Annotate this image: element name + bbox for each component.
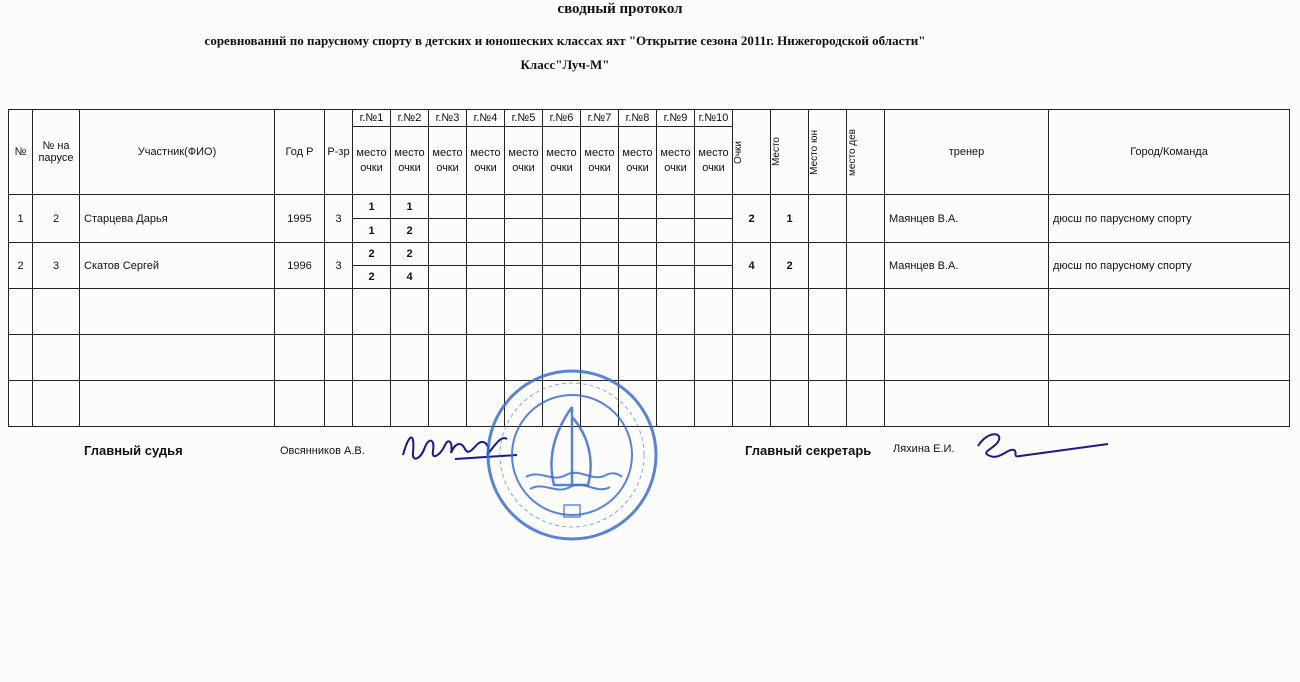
row-year: 1995	[275, 195, 325, 243]
race-cell	[467, 195, 505, 219]
race-cell	[695, 195, 733, 219]
header-race-5: г.№5	[505, 110, 543, 127]
race-cell	[543, 243, 581, 266]
race-cell	[505, 219, 543, 243]
row-place-jun	[809, 243, 847, 289]
race-6-label: место очки	[543, 127, 581, 195]
race-4-label: место очки	[467, 127, 505, 195]
row-points: 2	[733, 195, 771, 243]
row-place-girls	[847, 195, 885, 243]
row-num: 1	[9, 195, 33, 243]
row-place: 1	[771, 195, 809, 243]
race-cell	[619, 195, 657, 219]
race-cell	[619, 219, 657, 243]
race-cell	[581, 243, 619, 266]
row-city: дюсш по парусному спорту	[1049, 243, 1290, 289]
race-cell	[429, 243, 467, 266]
race-cell	[581, 219, 619, 243]
chief-secretary-name: Ляхина Е.И.	[893, 443, 955, 455]
race-2-points: 2	[391, 219, 429, 243]
race-2-points: 4	[391, 266, 429, 289]
header-city: Город/Команда	[1049, 110, 1290, 195]
race-1-label: место очки	[353, 127, 391, 195]
race-cell	[695, 243, 733, 266]
header-year: Год Р	[275, 110, 325, 195]
race-2-label: место очки	[391, 127, 429, 195]
race-cell	[467, 266, 505, 289]
row-points: 4	[733, 243, 771, 289]
row-coach: Маянцев В.А.	[885, 195, 1049, 243]
secretary-signature	[968, 428, 1118, 468]
official-stamp	[482, 365, 662, 545]
table-row	[9, 243, 1290, 266]
class-line: Класс"Луч-М"	[520, 57, 610, 72]
header-race-1: г.№1	[353, 110, 391, 127]
header-rank: Р-зр	[325, 110, 353, 195]
race-7-label: место очки	[581, 127, 619, 195]
race-cell	[619, 243, 657, 266]
row-rank: 3	[325, 195, 353, 243]
race-8-label: место очки	[619, 127, 657, 195]
header-race-9: г.№9	[657, 110, 695, 127]
chief-judge-label: Главный судья	[84, 443, 183, 458]
race-1-place: 2	[353, 243, 391, 266]
race-cell	[543, 195, 581, 219]
protocol-title: сводный протокол	[557, 1, 683, 17]
race-cell	[695, 266, 733, 289]
header-sail: № на парусе	[33, 110, 80, 195]
header-race-numbers-row	[9, 110, 1290, 127]
race-cell	[467, 219, 505, 243]
header-race-8: г.№8	[619, 110, 657, 127]
race-1-points: 1	[353, 219, 391, 243]
header-race-7: г.№7	[581, 110, 619, 127]
header-place: Место	[771, 110, 809, 195]
row-place-jun	[809, 195, 847, 243]
header-coach: тренер	[885, 110, 1049, 195]
protocol-subtitle: соревнований по парусному спорту в детских и юношеских классах яхт "Открытие сезона 2011г. Нижегородской области"	[204, 33, 926, 48]
race-cell	[657, 195, 695, 219]
chief-secretary-label: Главный секретарь	[745, 443, 872, 458]
race-10-label: место очки	[695, 127, 733, 195]
row-name: Скатов Сергей	[80, 243, 275, 289]
race-cell	[581, 195, 619, 219]
header-place-girls: место дев	[847, 110, 885, 195]
header-race-4: г.№4	[467, 110, 505, 127]
race-cell	[429, 219, 467, 243]
row-coach: Маянцев В.А.	[885, 243, 1049, 289]
race-2-place: 2	[391, 243, 429, 266]
race-cell	[657, 266, 695, 289]
row-name: Старцева Дарья	[80, 195, 275, 243]
row-sail: 2	[33, 195, 80, 243]
race-cell	[657, 219, 695, 243]
race-cell	[695, 219, 733, 243]
race-cell	[429, 266, 467, 289]
race-cell	[657, 243, 695, 266]
header-num: №	[9, 110, 33, 195]
header-race-2: г.№2	[391, 110, 429, 127]
race-cell	[543, 219, 581, 243]
race-cell	[505, 243, 543, 266]
race-cell	[543, 266, 581, 289]
row-city: дюсш по парусному спорту	[1049, 195, 1290, 243]
header-place-jun: Место юн	[809, 110, 847, 195]
header-race-10: г.№10	[695, 110, 733, 127]
race-cell	[581, 266, 619, 289]
row-place-girls	[847, 243, 885, 289]
race-cell	[505, 195, 543, 219]
race-5-label: место очки	[505, 127, 543, 195]
race-3-label: место очки	[429, 127, 467, 195]
empty-row	[9, 289, 1290, 335]
race-9-label: место очки	[657, 127, 695, 195]
row-sail: 3	[33, 243, 80, 289]
row-num: 2	[9, 243, 33, 289]
header-race-3: г.№3	[429, 110, 467, 127]
table-row	[9, 195, 1290, 219]
race-cell	[467, 243, 505, 266]
race-cell	[505, 266, 543, 289]
race-1-points: 2	[353, 266, 391, 289]
race-2-place: 1	[391, 195, 429, 219]
header-points: Очки	[733, 110, 771, 195]
row-rank: 3	[325, 243, 353, 289]
header-participant: Участник(ФИО)	[80, 110, 275, 195]
row-place: 2	[771, 243, 809, 289]
race-cell	[429, 195, 467, 219]
header-race-6: г.№6	[543, 110, 581, 127]
chief-judge-name: Овсянников А.В.	[280, 445, 365, 457]
row-year: 1996	[275, 243, 325, 289]
race-cell	[619, 266, 657, 289]
race-1-place: 1	[353, 195, 391, 219]
